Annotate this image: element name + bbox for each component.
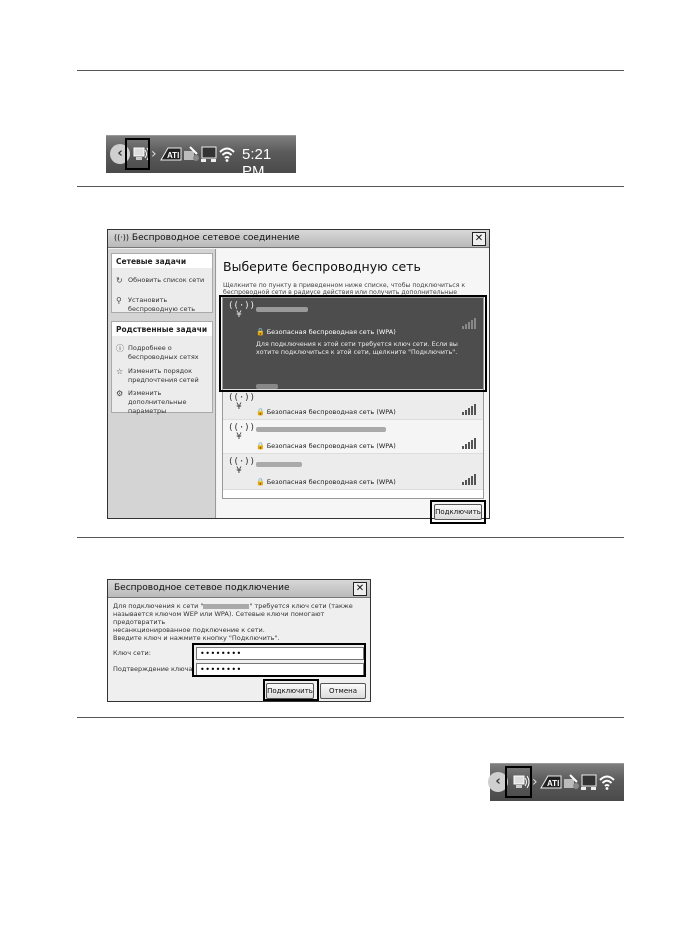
tray-clock: 5:21 PM [242, 146, 272, 180]
network-key-field[interactable]: •••••••• [196, 647, 364, 660]
network-name-blurred [256, 462, 302, 467]
settings-icon: ⚙ [116, 389, 124, 398]
window-titlebar[interactable] [108, 230, 489, 248]
connect-button-highlight [430, 500, 486, 524]
wifi-signal-icon[interactable] [218, 145, 236, 167]
divider-4 [77, 717, 624, 718]
related-tasks-group [111, 321, 213, 413]
network-security: 🔒 Безопасная беспроводная сеть (WPA) [256, 328, 396, 336]
network-tasks-group [111, 253, 213, 313]
signal-strength-icon [462, 404, 476, 415]
change-advanced-settings-link[interactable]: ⚙ Изменить дополнительные параметры [116, 389, 187, 415]
divider-1 [77, 70, 624, 71]
svg-text:ATI: ATI [167, 151, 180, 160]
antenna-icon: ((·)) ¥ [228, 393, 256, 412]
cancel-button[interactable]: Отмена [320, 683, 366, 699]
svg-text:ATI: ATI [547, 779, 560, 788]
learn-wireless-link[interactable]: ⓘ Подробнее о беспроводных сетях [116, 344, 199, 361]
setup-network-icon: ⚲ [116, 296, 122, 305]
refresh-icon: ↻ [116, 276, 123, 285]
signal-strength-icon [462, 438, 476, 449]
close-button[interactable]: ✕ [472, 232, 486, 246]
star-icon: ☆ [116, 367, 124, 376]
lock-icon: 🔒 [256, 478, 265, 486]
network-name-blurred [203, 604, 249, 609]
antenna-icon: ((·)) ¥ [228, 423, 256, 442]
network-selection-area [217, 249, 489, 518]
setup-wireless-network-link[interactable]: ⚲ Установить беспроводную сеть [116, 296, 196, 313]
lock-icon: 🔒 [256, 408, 265, 416]
monitor-icon[interactable] [200, 145, 218, 167]
tray-expand-icon[interactable]: ‹ [488, 772, 508, 792]
network-item[interactable] [223, 390, 483, 420]
network-security: 🔒 Безопасная беспроводная сеть (WPA) [256, 408, 396, 416]
instruction-text: Щелкните по пункту в приведенном ниже списке, чтобы подключиться к беспроводной сети в радиусе действия или получить дополнительные [223, 282, 466, 296]
monitor-icon[interactable] [580, 773, 598, 795]
network-name-blurred [256, 427, 386, 432]
antenna-icon: ((·)) ¥ [228, 301, 256, 320]
confirm-key-field[interactable]: •••••••• [196, 663, 364, 676]
close-button[interactable]: ✕ [353, 582, 367, 596]
network-tasks-header: Сетевые задачи [112, 254, 212, 268]
dialog-title: Беспроводное сетевое подключение [114, 583, 290, 593]
lock-icon: 🔒 [256, 442, 265, 450]
network-detail-text: Для подключения к этой сети требуется ключ сети. Если вы хотите подключиться к этой сети, щелкните "Подключить". [256, 341, 458, 356]
signal-strength-icon [462, 474, 476, 485]
wireless-icon-highlight [505, 766, 532, 798]
wireless-icon-highlight [125, 138, 150, 170]
key-fields-highlight [192, 643, 366, 677]
refresh-network-list-link[interactable]: ↻ Обновить список сети [116, 276, 205, 285]
wireless-title-icon: ((·)) [114, 233, 130, 242]
network-security: 🔒 Безопасная беспроводная сеть (WPA) [256, 442, 396, 450]
chevron-icon: › [151, 146, 157, 162]
network-item[interactable] [223, 454, 483, 490]
dialog-message: Для подключения к сети " " требуется ключ сети (также называется ключом WEP или WPA). Сетевые ключи помогают предотвратить несанкционированное подключение к сети. [113, 602, 353, 634]
tray-expand-icon[interactable]: ‹ [110, 144, 130, 164]
connect-button[interactable]: Подключить [266, 683, 314, 699]
divider-2 [77, 186, 624, 187]
wireless-network-window [107, 229, 490, 519]
wifi-signal-icon[interactable] [598, 773, 616, 795]
divider-3 [77, 537, 624, 538]
dialog-connect-highlight [263, 679, 319, 701]
network-item[interactable] [223, 420, 483, 454]
connect-button[interactable]: Подключить [434, 504, 482, 520]
chevron-icon: › [532, 774, 538, 790]
selected-network-highlight [219, 295, 487, 392]
info-icon: ⓘ [116, 344, 124, 353]
confirm-key-label: Подтверждение ключа: [113, 665, 195, 673]
page-title: Выберите беспроводную сеть [223, 259, 421, 274]
window-title: ((·)) Беспроводное сетевое соединение [114, 233, 300, 243]
ati-icon[interactable] [160, 145, 182, 167]
network-key-dialog [107, 579, 371, 702]
related-tasks-header: Родственные задачи [112, 322, 212, 336]
dialog-titlebar[interactable] [108, 580, 370, 598]
tools-icon[interactable] [182, 145, 200, 167]
network-key-label: Ключ сети: [113, 649, 151, 657]
task-pane [108, 249, 216, 518]
dialog-prompt: Введите ключ и нажмите кнопку "Подключить". [113, 634, 280, 642]
lock-icon: 🔒 [256, 328, 265, 336]
antenna-icon: ((·)) ¥ [228, 457, 256, 476]
network-security: 🔒 Безопасная беспроводная сеть (WPA) [256, 478, 396, 486]
change-network-order-link[interactable]: ☆ Изменить порядок предпочтения сетей [116, 367, 199, 384]
tools-icon[interactable] [562, 773, 580, 795]
ati-icon[interactable] [540, 773, 562, 795]
